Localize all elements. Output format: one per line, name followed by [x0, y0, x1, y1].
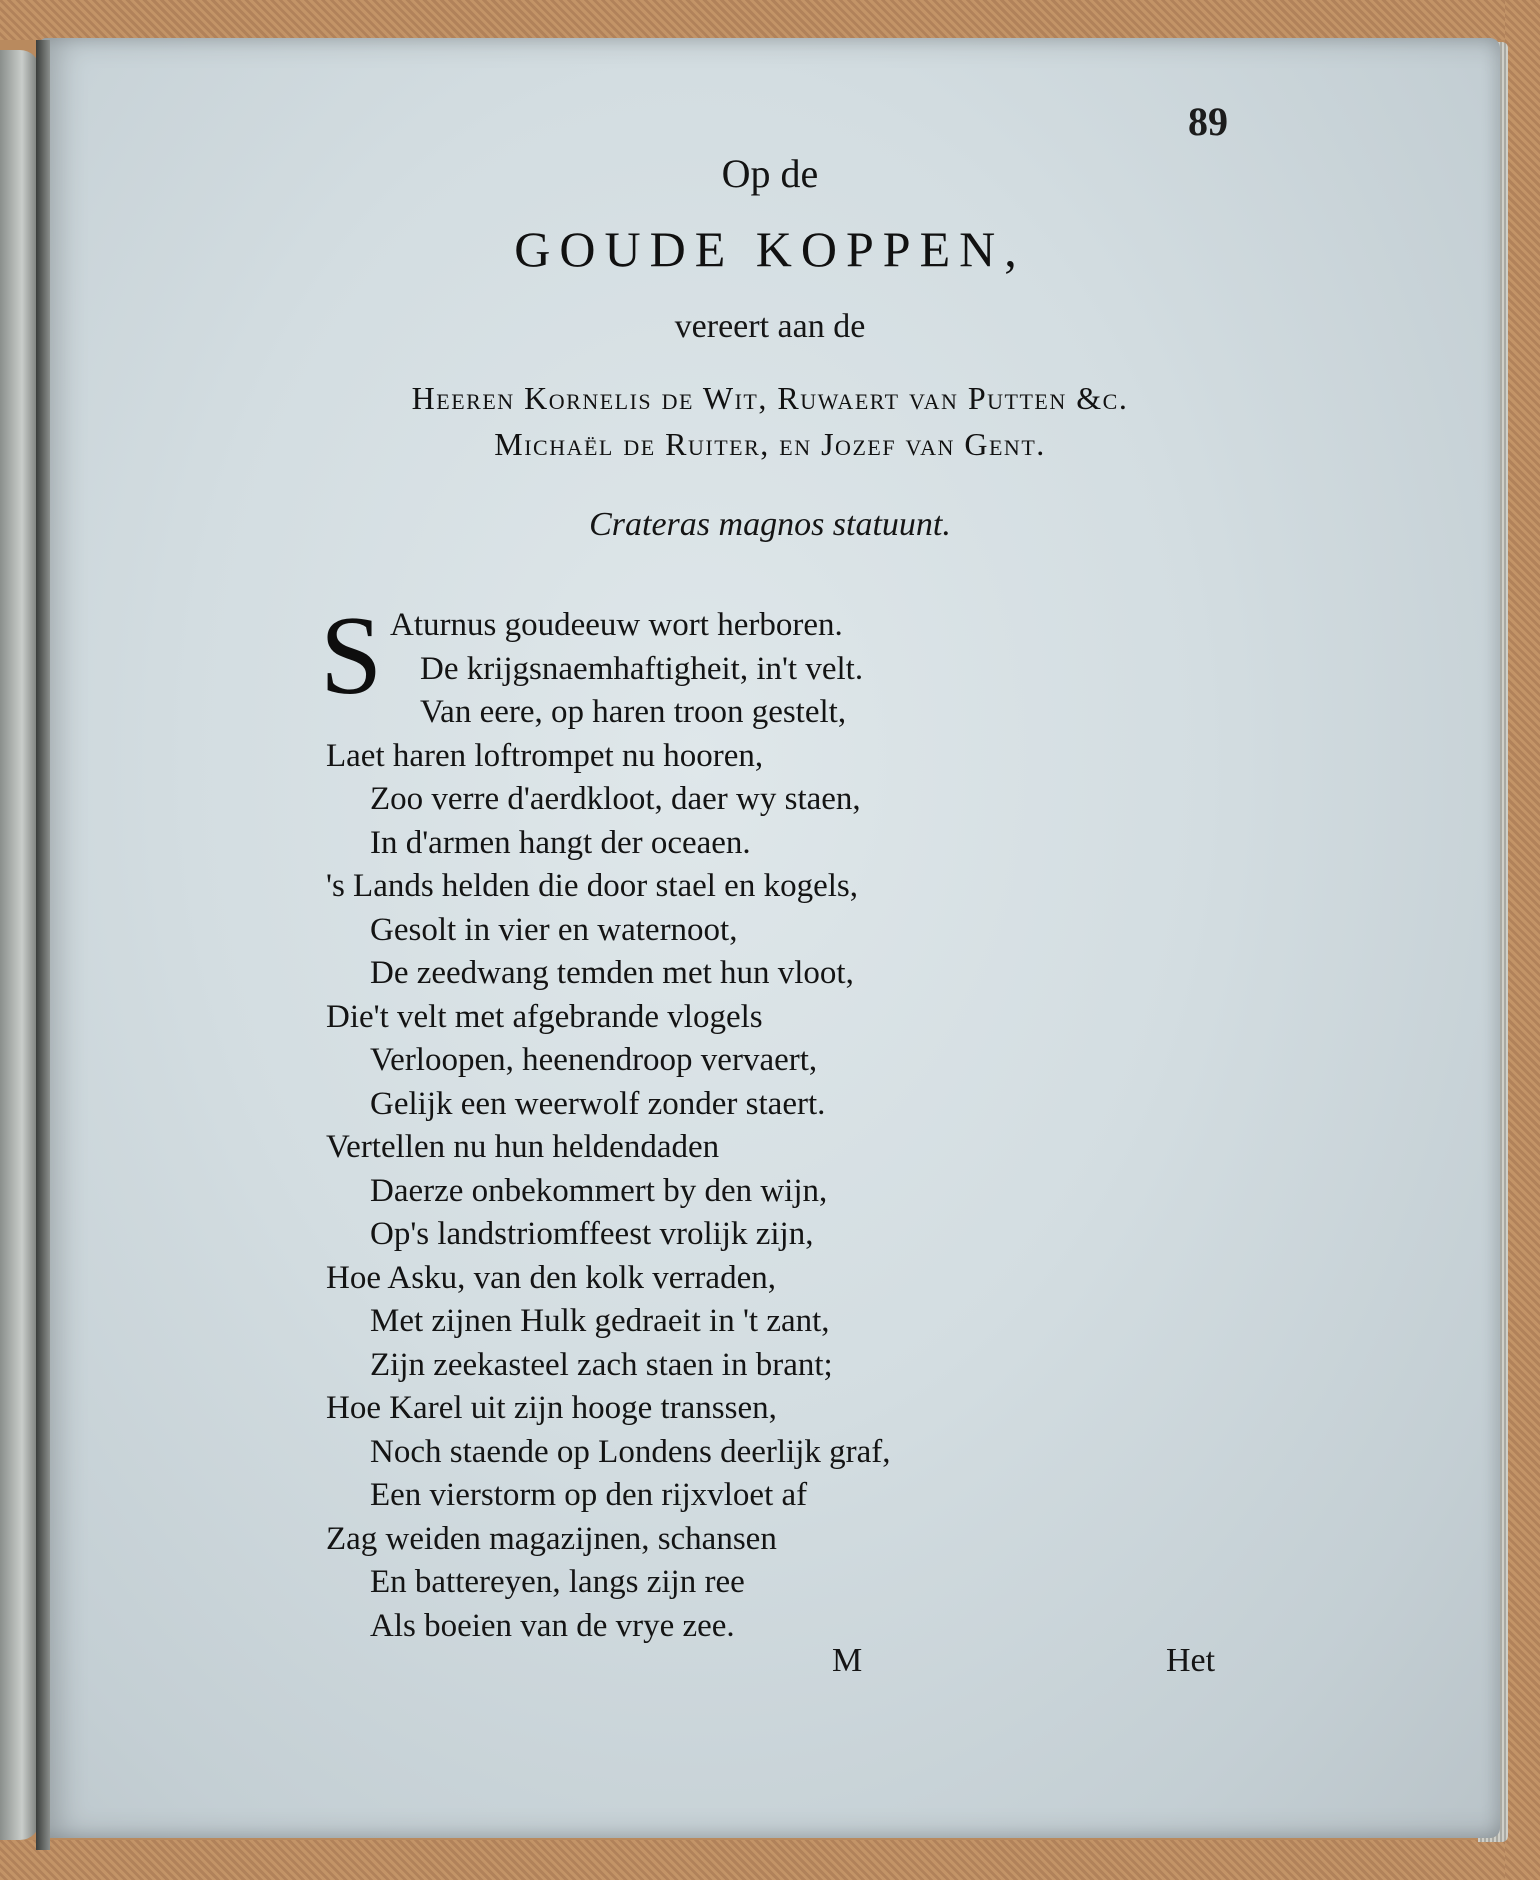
signature-mark: M — [832, 1642, 863, 1679]
poem-line: Met zijnen Hulk gedraeit in 't zant, — [370, 1303, 830, 1339]
poem-line: Gesolt in vier en waternoot, — [370, 911, 738, 948]
latin-motto: Crateras magnos statuunt. — [589, 506, 951, 543]
poem-line: Op's landstriomffeest vrolijk zijn, — [370, 1216, 814, 1252]
poem-line: Noch staende op Londens deerlijk graf, — [370, 1433, 891, 1470]
poem-line: Vertellen nu hun heldendaden — [326, 1129, 720, 1165]
poem-line: Zoo verre d'aerdkloot, daer wy staen, — [370, 781, 861, 817]
poem-line: De zeedwang temden met hun vloot, — [370, 955, 854, 991]
dedicatees-line-1: Heeren Kornelis de Wit, Ruwaert van Putten &c. — [411, 380, 1129, 416]
poem-line: Daerze onbekommert by den wijn, — [370, 1172, 828, 1209]
poem — [320, 594, 1226, 1648]
poem-line: Een vierstorm op den rijxvloet af — [370, 1477, 808, 1513]
poem-line: Hoe Asku, van den kolk verraden, — [326, 1259, 776, 1296]
poem-line: 's Lands helden die door stael en kogels, — [326, 868, 858, 904]
drop-cap: S — [320, 594, 383, 718]
book-cloth-top — [0, 0, 1540, 40]
poem-line: Zag weiden magazijnen, schansen — [326, 1520, 777, 1557]
poem-line: De krijgsnaemhaftigheit, in't velt. — [420, 650, 864, 687]
poem-line: Laet haren loftrompet nu hooren, — [326, 737, 764, 774]
poem-line: Als boeien van de vrye zee. — [370, 1607, 735, 1644]
poem-line: Hoe Karel uit zijn hooge transsen, — [326, 1390, 777, 1426]
poem-line: Die't velt met afgebrande vlogels — [326, 998, 763, 1035]
page-title: GOUDE KOPPEN, — [514, 221, 1026, 277]
poem-line: Verloopen, heenendroop vervaert, — [370, 1042, 818, 1078]
dedication-line: vereert aan de — [674, 308, 866, 345]
poem-line: In d'armen hangt der oceaen. — [370, 824, 751, 861]
poem-line: En battereyen, langs zijn ree — [370, 1564, 745, 1600]
book-cloth-bottom — [0, 1840, 1540, 1880]
book-cloth-right — [1505, 0, 1540, 1880]
poem-line: Van eere, op haren troon gestelt, — [420, 694, 847, 730]
catchword: Het — [1166, 1642, 1216, 1679]
dedicatees-line-2: Michaël de Ruiter, en Jozef van Gent. — [494, 426, 1046, 462]
poem-line: Zijn zeekasteel zach staen in brant; — [370, 1346, 833, 1383]
poem-line: Aturnus goudeeuw wort herboren. — [390, 607, 843, 643]
poem-line: Gelijk een weerwolf zonder staert. — [370, 1085, 826, 1122]
page-number: 89 — [1188, 99, 1228, 144]
title-small: Op de — [721, 151, 819, 196]
